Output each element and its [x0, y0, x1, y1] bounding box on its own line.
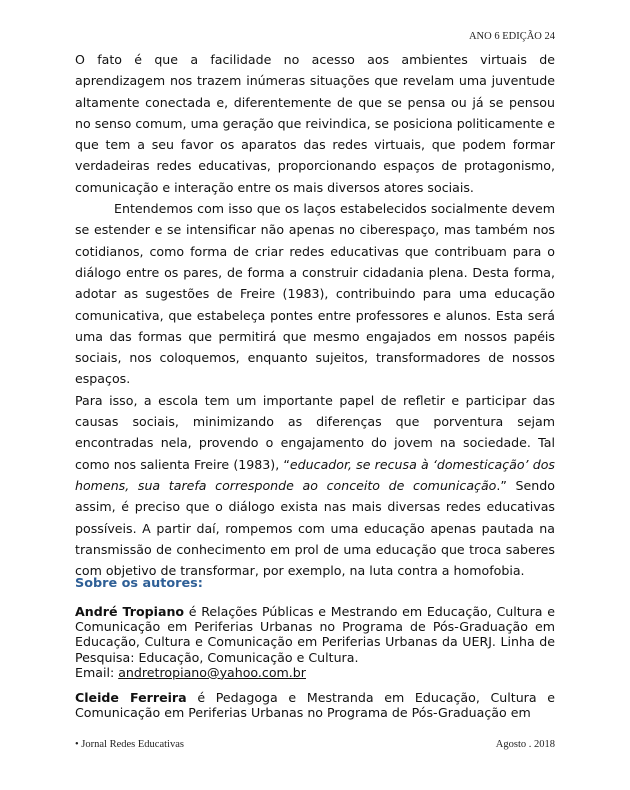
author-bio-text-andre: é Relações Públicas e Mestrando em Educação, Cultura e Comunicação em Periferias Urbanas no Programa de Pós-Graduação em Educação, Cultura e Comunicação em Periferias Urbanas da UERJ. Linha de Pesquisa: Educação, Comunicação e Cultura. — [75, 604, 555, 665]
paragraph-3-text-before: Para isso, a escola tem um importante papel de refletir e participar das causas sociais, minimizando as diferenças que porventura sejam encontradas nela, provendo o engajamento do jovem na sociedade. Tal como nos salienta Freire (1983), “ — [75, 392, 555, 472]
author-email-link[interactable]: andretropiano@yahoo.com.br — [118, 664, 306, 680]
paragraph-2: Entendemos com isso que os laços estabelecidos socialmente devem se estender e se intensificar não apenas no ciberespaço, mas também nos cotidianos, como forma de criar redes educativas que contribuam para o diálogo entre os pares, de forma a construir cidadania plena. Desta forma, adotar as sugestões de Freire (1983), contribuindo para uma educação comunicativa, que estabeleça pontes entre professores e alunos. Esta será uma das formas que permitirá que mesmo engajados em nossos papéis sociais, nos coloquemos, enquanto sujeitos, transformadores de nossos espaços. — [75, 201, 555, 387]
freire-quote: educador, se recusa à ‘domesticação’ dos homens, sua tarefa corresponde ao conceito de comunicação — [75, 456, 555, 493]
footer-date: Agosto . 2018 — [495, 739, 555, 750]
author-bio-andre — [75, 604, 555, 680]
authors-heading: Sobre os autores: — [75, 576, 203, 591]
author-name-andre: André Tropiano — [75, 604, 185, 619]
email-label: Email: — [75, 664, 119, 680]
author-name-cleide: Cleide Ferreira — [75, 690, 187, 705]
paragraph-3-text-after: .” Sendo assim, é preciso que o diálogo exista nas mais diversas redes educativas possíveis. A partir daí, rompemos com uma educação apenas pautada na transmissão de conhecimento em prol de uma educação que troca saberes com objetivo de transformar, por exemplo, na luta contra a homofobia. — [75, 477, 555, 579]
paragraph-3 — [75, 390, 555, 582]
paragraph-1: O fato é que a facilidade no acesso aos ambientes virtuais de aprendizagem nos trazem inúmeras situações que revelam uma juventude altamente conectada e, diferentemente de que se pensa ou já se pensou no senso comum, uma geração que reivindica, se posiciona politicamente e que tem a seu favor os aparatos das redes virtuais, que podem formar verdadeiras redes educativas, proporcionando espaços de protagonismo, comunicação e interação entre os mais diversos atores sociais. — [75, 52, 555, 195]
author-bio-text-cleide: é Pedagoga e Mestranda em Educação, Cultura e Comunicação em Periferias Urbanas no Programa de Pós-Graduação em — [75, 690, 555, 721]
footer-publication: • Jornal Redes Educativas — [75, 739, 184, 750]
author-bio-cleide — [75, 690, 555, 720]
article-body — [75, 49, 555, 581]
issue-header: ANO 6 EDIÇÃO 24 — [468, 31, 555, 42]
